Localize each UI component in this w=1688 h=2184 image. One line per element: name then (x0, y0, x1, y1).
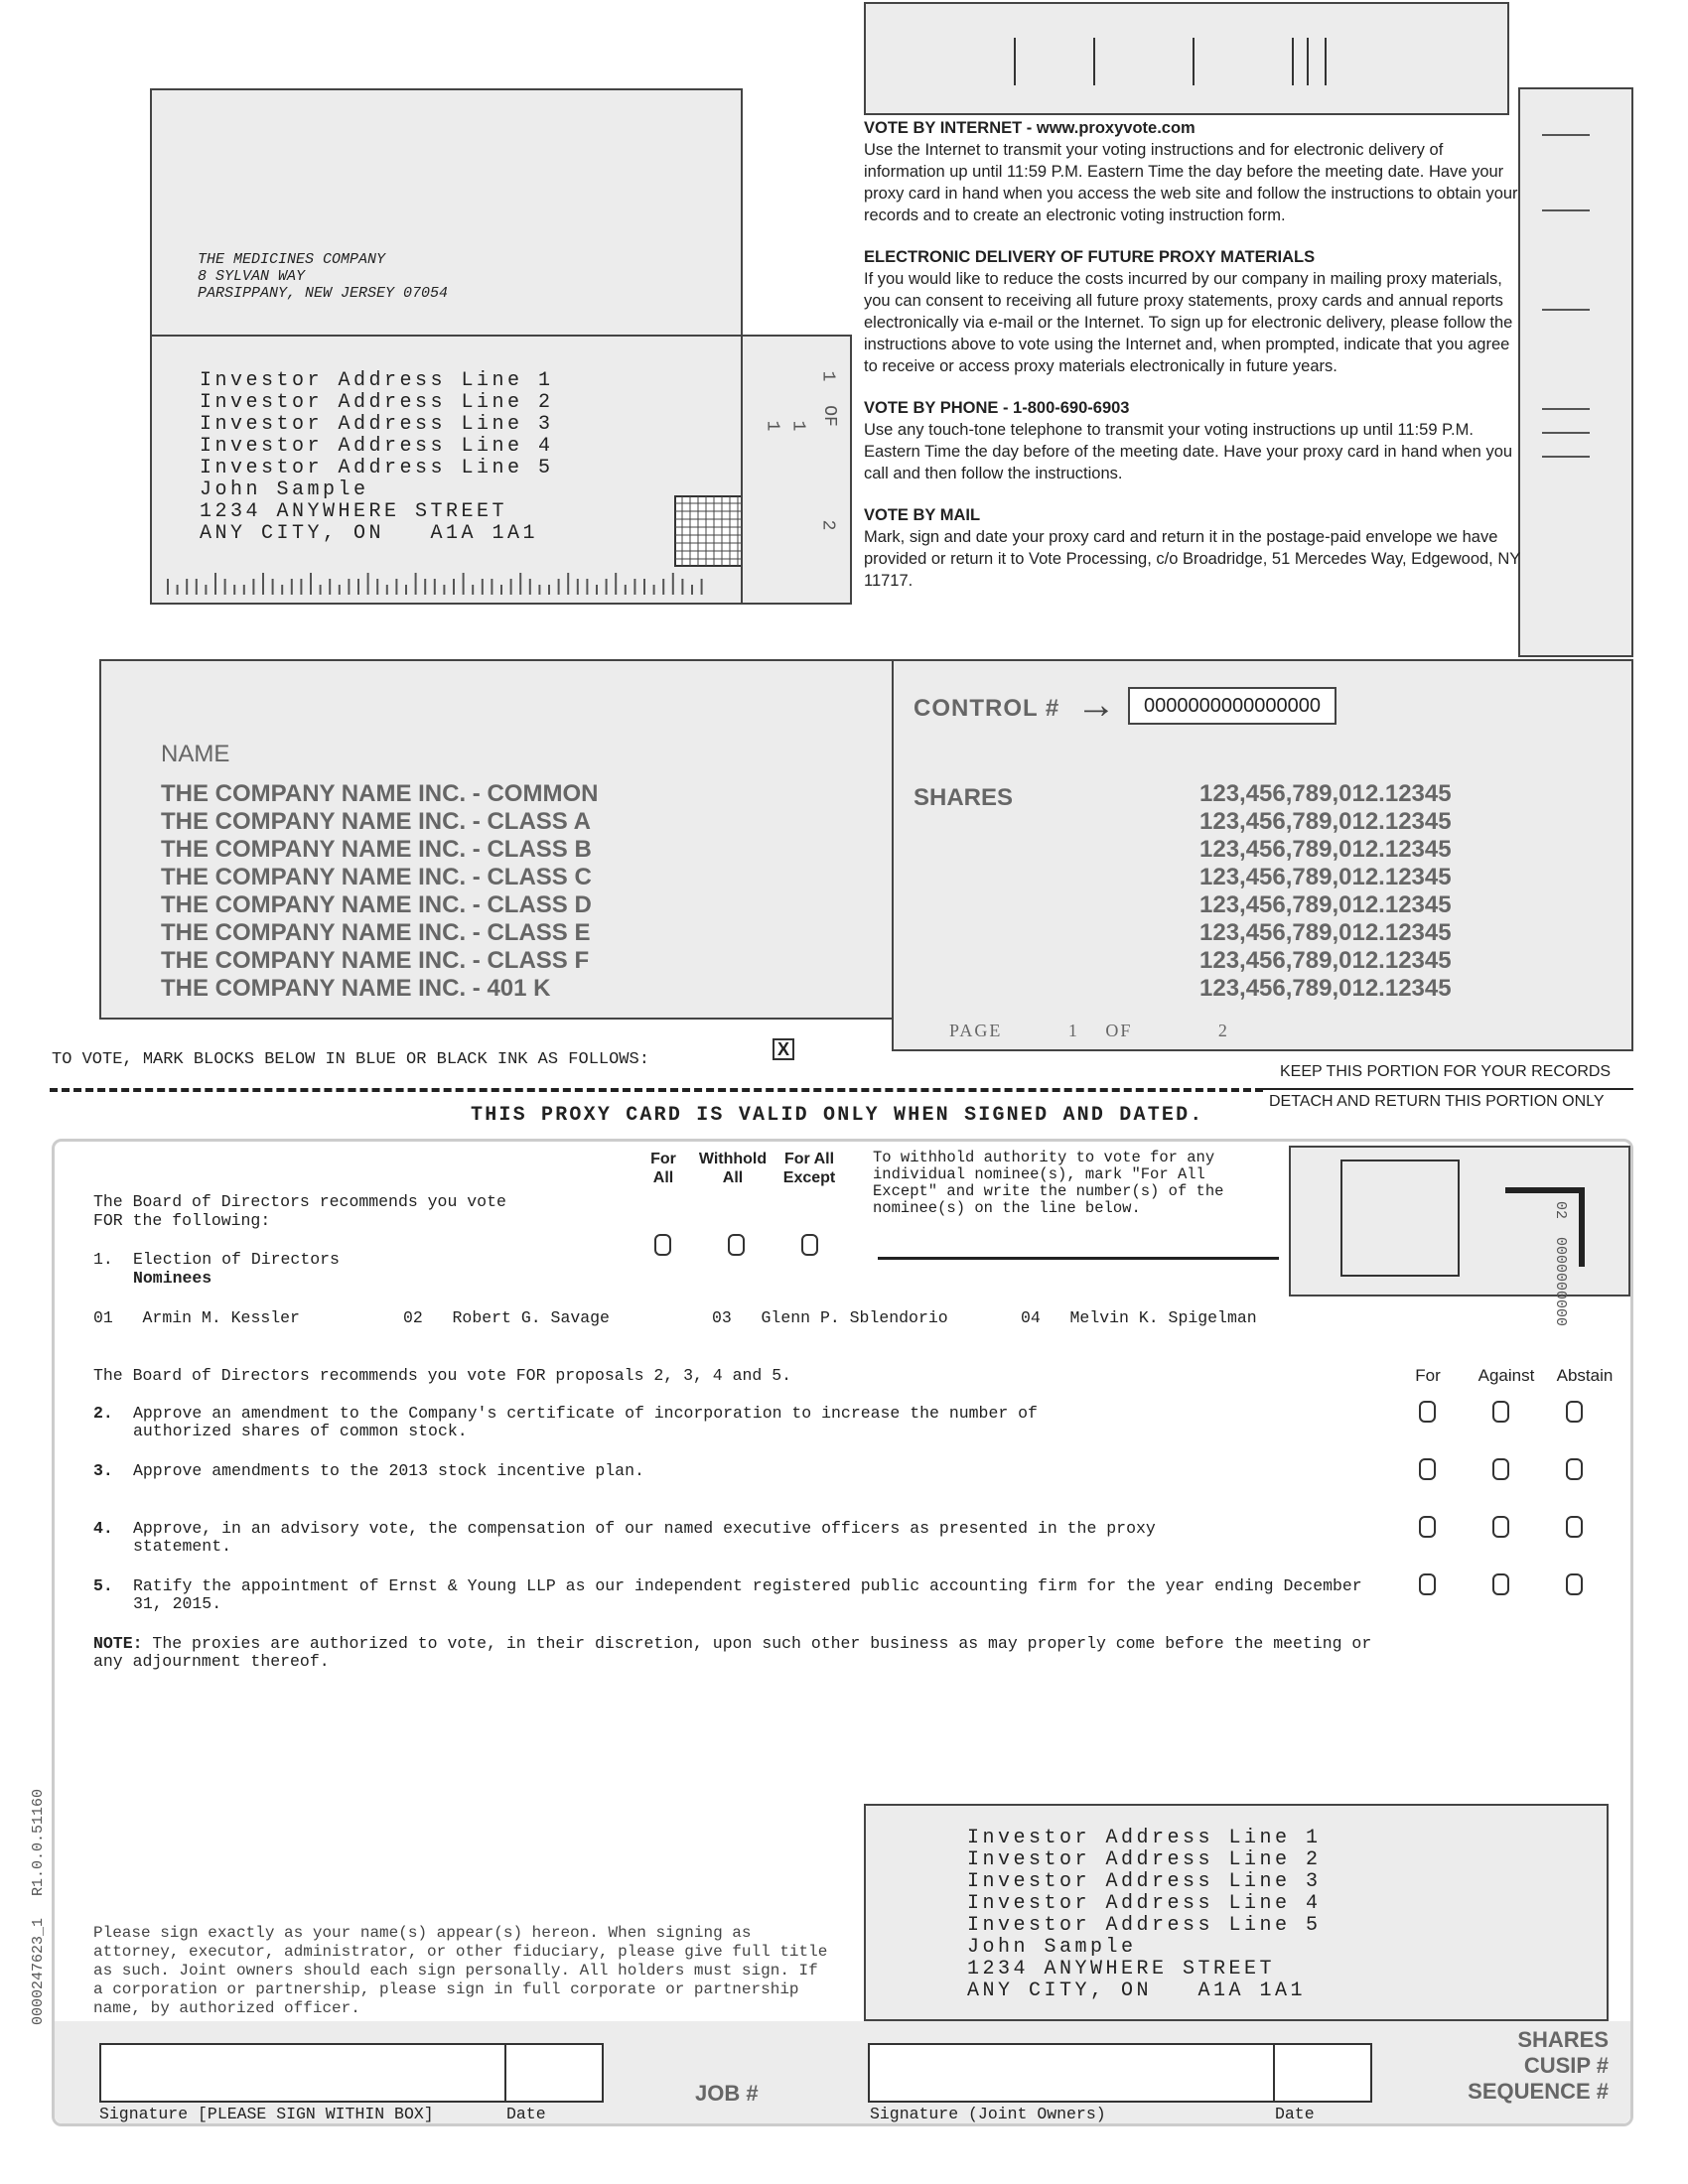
investor-address-line: John Sample (200, 478, 369, 501)
mark-instruction: TO VOTE, MARK BLOCKS BELOW IN BLUE OR BLACK INK AS FOLLOWS: (52, 1050, 649, 1069)
date-label: Date (506, 2105, 546, 2123)
proposal-4-for-checkbox[interactable] (1419, 1516, 1436, 1538)
proposal-2-against-checkbox[interactable] (1492, 1401, 1509, 1423)
vote-col-abstain: Abstain (1556, 1366, 1614, 1385)
holdings-name-panel (99, 659, 894, 1020)
for-all-except-checkbox[interactable] (801, 1234, 818, 1256)
sign-instruction: Please sign exactly as your name(s) appear(s) hereon. When signing as attorney, executor, administrator, or other fiduciary, please give full title as such. Joint owners should each sign personally. All holders must sign. If a corporation or partnership, please sign in full corporate or partnership name, by authorized officer. (93, 1924, 828, 2017)
return-address (198, 251, 448, 302)
barcode-strip (864, 2, 1509, 115)
nominee: 02 Robert G. Savage (403, 1308, 610, 1327)
company-name: THE COMPANY NAME INC. - CLASS C (161, 864, 592, 890)
nominee: 04 Melvin K. Spigelman (1021, 1308, 1257, 1327)
company-list (161, 780, 598, 1003)
company-name: THE COMPANY NAME INC. - CLASS A (161, 808, 591, 835)
holdings-shares-panel (892, 659, 1633, 1051)
return-address-line: PARSIPPANY, NEW JERSEY 07054 (198, 285, 449, 302)
investor-address-line: ANY CITY, ON A1A 1A1 (200, 522, 539, 545)
edelivery-body: If you would like to reduce the costs incurred by our company in mailing proxy materials, you can consent to receiving all future proxy statements, proxy cards and annual reports electronically via e-mail or the Internet. To sign up for electronic delivery, please follow the instructions above to vote using the Internet and, when prompted, indicate that you agree to receive or access proxy materials electronically in future years. (864, 270, 1513, 375)
proposal-4-abstain-checkbox[interactable] (1566, 1516, 1583, 1538)
investor-address-line: Investor Address Line 2 (200, 391, 554, 414)
page-label: PAGE (949, 1021, 1003, 1040)
proposal-2-abstain-checkbox[interactable] (1566, 1401, 1583, 1423)
company-name: THE COMPANY NAME INC. - CLASS E (161, 919, 591, 946)
footer-shares-label: SHARES (1517, 2027, 1609, 2052)
page-indicator (949, 1021, 1229, 1041)
page-tab (741, 335, 852, 605)
shares-value: 123,456,789,012.12345 (1199, 891, 1452, 918)
page-tab-text (753, 366, 842, 565)
proposal-text: Approve an amendment to the Company's certificate of incorporation to increase the number of authorized shares of common stock. (133, 1404, 1038, 1440)
vote-mail-body: Mark, sign and date your proxy card and return it in the postage-paid envelope we have provided or return it to Vote Processing, c/o Broadridge, 51 Mercedes Way, Edgewood, NY 11717. (864, 528, 1520, 590)
vote-internet-title: VOTE BY INTERNET - www.proxyvote.com (864, 119, 1196, 137)
note-text: The proxies are authorized to vote, in their discretion, upon such other business as may properly come before the meeting or any adjournment thereof. (93, 1634, 1372, 1671)
item1-num: 1. (93, 1250, 113, 1269)
board-proposals: The Board of Directors recommends you vote FOR proposals 2, 3, 4 and 5. (93, 1366, 792, 1385)
grid-mark (674, 495, 746, 567)
postal-barcode (866, 4, 1507, 113)
company-name: THE COMPANY NAME INC. - CLASS B (161, 836, 592, 863)
company-name: THE COMPANY NAME INC. - CLASS F (161, 947, 590, 974)
return-address-line: 8 SYLVAN WAY (198, 268, 306, 285)
col-for-all: For All (650, 1151, 676, 1186)
left-code-1: R1.0.0.51160 (30, 1788, 47, 1896)
joint-signature-box[interactable] (868, 2043, 1275, 2103)
investor-address-window (150, 335, 743, 605)
arrow-right-icon: → (1076, 683, 1116, 727)
left-code-2: 0000247623_1 (30, 1917, 47, 2025)
scan-marks (1520, 89, 1631, 655)
keep-underline (1261, 1088, 1633, 1090)
investor-address-line: Investor Address Line 1 (967, 1827, 1322, 1849)
proposal-text: Approve amendments to the 2013 stock incentive plan. (133, 1461, 644, 1480)
withhold-all-checkbox[interactable] (728, 1234, 745, 1256)
vote-phone-title: VOTE BY PHONE - 1-800-690-6903 (864, 399, 1130, 417)
investor-address-line: Investor Address Line 4 (200, 435, 554, 458)
signature-label: Signature [PLEASE SIGN WITHIN BOX] (99, 2105, 434, 2123)
mark-example-box: X (773, 1038, 794, 1060)
investor-address-line: John Sample (967, 1936, 1137, 1959)
investor-address-line: Investor Address Line 5 (967, 1914, 1322, 1937)
joint-date-label: Date (1275, 2105, 1315, 2123)
detach-line (50, 1088, 1263, 1092)
return-address-line: THE MEDICINES COMPANY (198, 251, 386, 268)
proposal-5-for-checkbox[interactable] (1419, 1573, 1436, 1595)
footer-sequence-label: SEQUENCE # (1468, 2079, 1609, 2104)
page-tab-total: 2 (817, 519, 838, 531)
page-tab-num: 1 (762, 420, 782, 432)
investor-address (967, 1828, 1322, 2002)
proposal-4-against-checkbox[interactable] (1492, 1516, 1509, 1538)
page-total: 2 (1217, 1021, 1229, 1040)
shares-label: SHARES (914, 784, 1014, 811)
imb-barcode (160, 569, 726, 599)
company-name: THE COMPANY NAME INC. - COMMON (161, 780, 599, 807)
investor-address-line: 1234 ANYWHERE STREET (200, 500, 508, 523)
page-number: 1 (1067, 1021, 1079, 1040)
name-label: NAME (161, 741, 230, 767)
proposal-num: 4. (93, 1519, 113, 1538)
proposal-3-against-checkbox[interactable] (1492, 1458, 1509, 1480)
note-label: NOTE: (93, 1634, 143, 1653)
nominee: 03 Glenn P. Sblendorio (712, 1308, 948, 1327)
edelivery-title: ELECTRONIC DELIVERY OF FUTURE PROXY MATERIALS (864, 248, 1316, 266)
company-name: THE COMPANY NAME INC. - 401 K (161, 975, 551, 1002)
shares-value: 123,456,789,012.12345 (1199, 947, 1452, 974)
shares-value: 123,456,789,012.12345 (1199, 836, 1452, 863)
item1-text: Election of Directors Nominees (133, 1250, 340, 1288)
proposal-5-against-checkbox[interactable] (1492, 1573, 1509, 1595)
joint-signature-label: Signature (Joint Owners) (870, 2105, 1106, 2123)
scan-mark-strip (1518, 87, 1633, 657)
return-address-box (150, 88, 743, 337)
shares-list (1199, 780, 1452, 1003)
job-label: JOB # (695, 2081, 759, 2106)
page-tab-of: OF (818, 405, 839, 427)
proposal-3-abstain-checkbox[interactable] (1566, 1458, 1583, 1480)
shares-value: 123,456,789,012.12345 (1199, 919, 1452, 946)
investor-address-line: Investor Address Line 1 (200, 369, 554, 392)
proposal-num: 5. (93, 1576, 113, 1595)
vote-mail-title: VOTE BY MAIL (864, 506, 981, 524)
vote-col-against: Against (1477, 1366, 1535, 1385)
date-box[interactable] (504, 2043, 604, 2103)
proposal-5-abstain-checkbox[interactable] (1566, 1573, 1583, 1595)
joint-date-box[interactable] (1273, 2043, 1372, 2103)
voting-instructions (864, 117, 1521, 592)
footer-cusip-label: CUSIP # (1523, 2053, 1609, 2078)
for-all-checkbox[interactable] (654, 1234, 671, 1256)
proposal-2-for-checkbox[interactable] (1419, 1401, 1436, 1423)
investor-address-line: 1234 ANYWHERE STREET (967, 1958, 1276, 1980)
page-of: OF (1105, 1021, 1133, 1040)
page-tab-num: 1 (817, 370, 838, 382)
investor-address-line: Investor Address Line 2 (967, 1848, 1322, 1871)
nominee-exception-line[interactable] (878, 1257, 1279, 1260)
investor-address-line: Investor Address Line 5 (200, 457, 554, 479)
control-number: 0000000000000000 (1128, 687, 1336, 725)
shares-value: 123,456,789,012.12345 (1199, 808, 1452, 835)
proposal-3-for-checkbox[interactable] (1419, 1458, 1436, 1480)
proxy-note (93, 1635, 1384, 1671)
footer-labels (1410, 2027, 1609, 2105)
detach-label: DETACH AND RETURN THIS PORTION ONLY (1269, 1093, 1605, 1110)
vote-internet-body: Use the Internet to transmit your voting instructions and for electronic delivery of information up until 11:59 P.M. Eastern Time the day before the meeting date. Have your proxy card in hand when you access the web site and follow the instructions to obtain your records and to create an electronic voting instruction form. (864, 141, 1518, 224)
side-code: 02 0000000000 (1552, 1201, 1569, 1327)
col-for-all-except: For All Except (782, 1151, 836, 1186)
board-intro: The Board of Directors recommends you vote FOR the following: (93, 1192, 506, 1230)
shares-value: 123,456,789,012.12345 (1199, 975, 1452, 1002)
signature-box[interactable] (99, 2043, 506, 2103)
shares-value: 123,456,789,012.12345 (1199, 780, 1452, 807)
vote-phone-body: Use any touch-tone telephone to transmit your voting instructions up until 11:59 P.M. Eastern Time the day before of the meeting date. Have your proxy card in hand when you call and then follow the instructions. (864, 421, 1513, 482)
investor-address-line: Investor Address Line 4 (967, 1892, 1322, 1915)
investor-address-window-bottom (864, 1804, 1609, 2021)
proposal-num: 2. (93, 1404, 113, 1423)
omr-box (1289, 1146, 1630, 1297)
shares-value: 123,456,789,012.12345 (1199, 864, 1452, 890)
proposal-text: Ratify the appointment of Ernst & Young LLP as our independent registered public accounting firm for the year ending December 31, 2015. (133, 1576, 1362, 1613)
withhold-note: To withhold authority to vote for any individual nominee(s), mark "For All Except" and write the number(s) of the nominee(s) on the line below. (873, 1149, 1224, 1217)
investor-address-line: ANY CITY, ON A1A 1A1 (967, 1979, 1307, 2002)
corner-mark (1505, 1187, 1585, 1267)
proposal-text: Approve, in an advisory vote, the compensation of our named executive officers as presented in the proxy statement. (133, 1519, 1156, 1556)
nominee: 01 Armin M. Kessler (93, 1308, 300, 1327)
page-tab-num: 1 (787, 420, 808, 432)
investor-address-line: Investor Address Line 3 (200, 413, 554, 436)
proposal-num: 3. (93, 1461, 113, 1480)
company-name: THE COMPANY NAME INC. - CLASS D (161, 891, 592, 918)
investor-address-line: Investor Address Line 3 (967, 1870, 1322, 1893)
col-withhold-all: Withhold All (698, 1151, 768, 1186)
keep-label: KEEP THIS PORTION FOR YOUR RECORDS (1280, 1063, 1612, 1080)
control-label: CONTROL # (914, 695, 1060, 722)
omr-square (1340, 1160, 1460, 1277)
investor-address (200, 370, 554, 545)
valid-label: THIS PROXY CARD IS VALID ONLY WHEN SIGNED AND DATED. (471, 1104, 1204, 1127)
vote-col-for: For (1415, 1366, 1441, 1385)
